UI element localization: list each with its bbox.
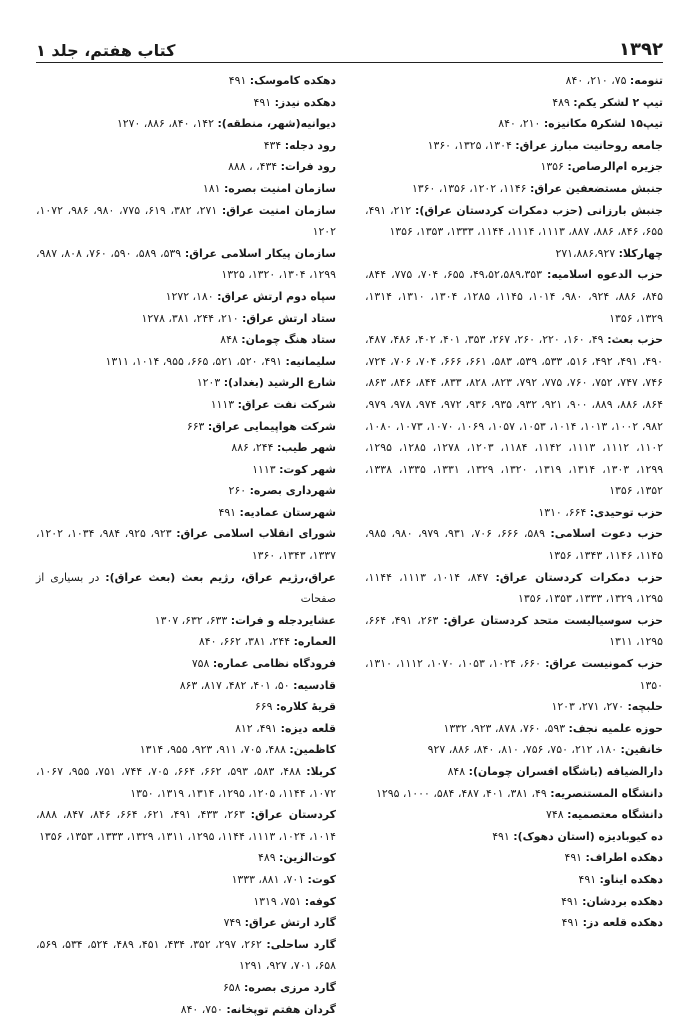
index-term: دهکده بردشان: [582, 894, 663, 908]
index-term: حزب توحیدی: [589, 505, 663, 519]
index-entry [36, 934, 336, 977]
index-term: گردان هفتم توپخانه: [226, 1002, 336, 1016]
index-entry [36, 610, 336, 632]
index-pages: ۴۹۱ [253, 95, 272, 109]
book-title: کتاب هفتم، جلد ۱ [36, 41, 176, 60]
index-pages: ۱۱۱۳ [252, 462, 276, 476]
index-pages: ۲۱۰، ۲۴۴، ۳۸۱، ۱۲۷۸ [141, 311, 239, 325]
index-pages: ۷۰۱، ۸۸۱، ۱۳۳۳ [231, 872, 305, 886]
index-entry [36, 739, 336, 761]
index-term: کوت‌الزین: [279, 851, 336, 865]
index-pages: ۲۶۳، ۴۹۱، ۶۶۴، ۱۲۹۵، ۱۳۱۱ [365, 613, 663, 649]
index-entry [365, 912, 663, 934]
index-entry [36, 243, 336, 286]
index-term: حوزه علمیه نجف: [568, 721, 663, 735]
index-entry [36, 156, 336, 178]
index-columns [36, 70, 664, 1016]
index-term: حزب الدعوه اسلامیه: [547, 268, 663, 282]
index-pages: ۴۹، ۳۸۱، ۴۰۱، ۴۸۷، ۵۸۴، ۱۰۰۰، ۱۲۹۵ [376, 786, 547, 800]
index-entry [365, 826, 663, 848]
index-entry [365, 70, 663, 92]
index-entry [365, 761, 663, 783]
index-entry [36, 869, 336, 891]
index-term: گارد ساحلی: [266, 937, 336, 951]
index-entry [36, 416, 336, 438]
index-pages: ۶۶۹ [254, 700, 273, 714]
index-entry [365, 329, 663, 502]
index-pages: ۶۳۳، ۶۳۲، ۱۳۰۷ [154, 613, 228, 627]
index-pages: ۸۴۷، ۱۰۱۴، ۱۱۱۳، ۱۱۴۴، ۱۲۹۵، ۱۳۲۹، ۱۳۳۳، ۱۳۵۳، ۱۳۵۶ [365, 570, 663, 606]
index-pages: ۴۹۱، ۵۲۰، ۵۲۱، ۶۶۵، ۹۵۵، ۱۰۱۴، ۱۳۱۱ [105, 354, 283, 368]
index-term: دانشگاه المستنصریه: [550, 786, 663, 800]
index-entry [365, 739, 663, 761]
index-pages: ۵۳۹، ۵۸۹، ۵۹۰، ۷۶۰، ۸۰۸، ۹۸۷، ۱۲۹۹، ۱۳۰۴، ۱۳۲۰، ۱۳۲۵ [36, 246, 336, 282]
index-pages: ۸۴۸ [220, 333, 238, 347]
page-header [36, 32, 663, 60]
index-pages: ۴۹،۵۲،۵۸۹،۳۵۳، ۶۵۵، ۷۰۴، ۷۷۵، ۸۴۴، ۸۴۵، ۸۸۶، ۹۲۴، ۹۸۰، ۱۰۱۴، ۱۱۴۵، ۱۲۸۵، ۱۳۰۴، ۱۳۱۰، ۱۳۱۴، ۱۳۲۹، ۱۳۵۶ [365, 268, 664, 325]
index-entry [36, 675, 336, 697]
index-pages: ۷۵۱، ۱۳۱۹ [253, 894, 302, 908]
index-pages: ۲۷۱،۸۸۶،۹۲۷ [555, 246, 616, 260]
index-entry [36, 502, 336, 524]
index-pages: ۴۹، ۱۶۰، ۲۲۰، ۲۶۰، ۲۶۷، ۳۵۳، ۴۰۱، ۴۰۲، ۴۸۶، ۴۸۷، ۴۹۰، ۴۹۱، ۴۹۲، ۵۱۶، ۵۳۳، ۵۳۹، ۵۸۳، ۶۶۱، ۶۶۶، ۷۰۴، ۷۰۶، ۷۲۴، ۷۴۶، ۷۴۷، ۷۵۲، ۷۶۰، ۷۷۵، ۷۹۲، ۸۲۳، ۸۲۸، ۸۳۳، ۸۴۴، ۸۴۶، ۸۶۳، ۸۶۴، ۸۸۶، ۸۸۹، ۹۰۰، ۹۲۱، ۹۳۲، ۹۳۵، ۹۳۶، ۹۷۲، ۹۷۴، ۹۷۸، ۹۷۹، ۹۸۲، ۱۰۰۲، ۱۰۱۳، ۱۰۱۴، ۱۰۵۳، ۱۰۵۷، ۱۰۶۹، ۱۰۷۰، ۱۰۷۳، ۱۰۸۰، ۱۱۰۲، ۱۱۱۲، ۱۱۱۳، ۱۱۴۲، ۱۱۸۴، ۱۲۰۳، ۱۲۷۸، ۱۲۸۵، ۱۲۹۵، ۱۲۹۹، ۱۳۰۳، ۱۳۱۴، ۱۳۱۹، ۱۳۲۰، ۱۳۲۹، ۱۳۳۱، ۱۳۳۵، ۱۳۳۸، ۱۳۵۲، ۱۳۵۶ [365, 333, 664, 498]
index-pages: ۹۲۳، ۹۲۵، ۹۸۴، ۱۰۳۴، ۱۲۰۲، ۱۳۳۷، ۱۳۴۳، ۱۳۶۰ [36, 527, 336, 563]
index-term: کوت: [307, 872, 336, 886]
index-pages: ۴۳۴، ، ۸۸۸ [228, 160, 278, 174]
index-term: خانقین: [620, 743, 663, 757]
index-entry [36, 696, 336, 718]
index-term: عراق،رژیم عراق، رژیم بعث (بعث عراق): [105, 570, 336, 584]
index-term: شرکت نفت عراق: [237, 397, 336, 411]
index-entry [365, 891, 663, 913]
index-column-right [365, 70, 663, 958]
index-pages: ۷۵۰، ۸۴۰ [180, 1002, 223, 1016]
index-term: ستاد هنگ چومان: [241, 333, 336, 347]
index-pages: ۲۶۳، ۴۳۳، ۴۹۱، ۶۲۱، ۶۶۴، ۸۴۶، ۸۴۷، ۸۸۸، ۱۰۱۴، ۱۰۲۴، ۱۱۱۳، ۱۱۴۴، ۱۲۹۵، ۱۳۱۱، ۱۳۲۹، ۱۳۳۳، ۱۳۵۳، ۱۳۵۶ [36, 808, 336, 843]
index-term: ده کیوبادیزه (استان دهوک): [513, 829, 663, 843]
index-term: قریهٔ کلاره: [275, 700, 336, 714]
index-pages: ۴۸۸، ۵۸۳، ۵۹۳، ۶۶۲، ۶۶۴، ۷۰۵، ۷۴۴، ۷۵۱، ۹۵۵، ۱۰۶۷، ۱۰۷۲، ۱۱۴۴، ۱۲۰۵، ۱۲۹۵، ۱۳۱۴، ۱۳۱۹، ۱۳۵۰ [36, 765, 336, 800]
index-entry [36, 891, 336, 913]
index-term: حزب کمونیست عراق: [545, 657, 664, 671]
index-term: کربلا: [306, 765, 337, 778]
index-pages: ۱۸۱ [202, 181, 221, 195]
index-entry [365, 200, 663, 243]
index-entry [365, 783, 663, 805]
index-entry [36, 523, 336, 566]
index-entry [365, 804, 663, 826]
index-term: گارد ارتش عراق: [244, 916, 336, 930]
index-term: دهکده ایناو: [599, 872, 663, 886]
index-term: کاظمین: [289, 743, 336, 757]
index-term: ستاد ارتش عراق: [242, 311, 336, 325]
index-entry [365, 92, 663, 114]
index-pages: ۴۸۸، ۷۰۵، ۹۱۱، ۹۲۳، ۹۵۵، ۱۳۱۴ [139, 743, 286, 757]
index-term: حزب بعث: [607, 333, 664, 347]
index-term: شورای انقلاب اسلامی عراق: [176, 527, 336, 541]
index-entry [36, 567, 336, 610]
index-pages: ۱۳۰۴، ۱۳۲۵، ۱۳۶۰ [427, 138, 512, 152]
index-entry [36, 70, 336, 92]
index-term: جنبش بارزانی (حزب دمکرات کردستان عراق): [415, 203, 663, 217]
index-pages: ۲۱۰، ۸۴۰ [498, 117, 541, 131]
index-entry [36, 351, 336, 373]
index-term: کردستان عراق: [250, 808, 336, 822]
index-pages: ۲۷۰، ۲۷۱، ۱۲۰۳ [551, 700, 624, 714]
index-term: دانشگاه معتصمیه: [567, 808, 663, 822]
index-term: دهکده قلعه دز: [582, 916, 663, 930]
index-entry [36, 113, 336, 135]
index-term: فرودگاه نظامی عماره: [212, 657, 336, 671]
index-term: العماره: [293, 635, 336, 649]
index-pages: ۴۹۱ [492, 829, 510, 843]
index-entry [36, 847, 336, 869]
index-pages: ۱۴۲، ۸۴۰، ۸۸۶، ۱۲۷۰ [116, 117, 214, 131]
index-pages: ۲۶۲، ۲۹۷، ۳۵۲، ۴۳۴، ۴۵۱، ۴۸۹، ۵۲۴، ۵۳۴، ۵۶۹، ۶۵۸، ۷۰۱، ۹۲۷، ۱۲۹۱ [36, 937, 336, 973]
index-term: دهکده اطراف: [585, 851, 663, 865]
index-pages: در بسیاری از صفحات [36, 570, 336, 606]
index-pages: ۱۸۰، ۱۲۷۲ [165, 289, 214, 303]
index-pages: ۴۹۱ [564, 851, 583, 865]
index-term: تیپ ۲ لشکر یکم: [573, 95, 663, 109]
index-term: شهر کوت: [279, 462, 336, 476]
index-term: دارالضیافه (باشگاه افسران چومان): [468, 765, 663, 778]
index-entry [36, 912, 336, 934]
index-term: حزب سوسیالیست متحد کردستان عراق: [443, 613, 663, 627]
index-term: شارع الرشید (بغداد): [223, 376, 336, 390]
index-pages: ۱۲۰۳ [196, 376, 221, 390]
header-divider [36, 62, 663, 63]
page-number: ۱۳۹۲ [619, 39, 663, 60]
index-entry [36, 178, 336, 200]
index-pages: ۴۹۱ [228, 74, 247, 87]
index-entry [365, 156, 663, 178]
index-pages: ۴۳۴ [263, 138, 282, 152]
index-pages: ۶۶۳ [186, 419, 205, 433]
index-entry [36, 653, 336, 675]
index-entry [365, 869, 663, 891]
index-entry [36, 631, 336, 653]
index-term: تنومه: [629, 74, 663, 87]
index-pages: ۴۹۱ [578, 872, 597, 886]
index-entry [36, 286, 336, 308]
index-entry [365, 847, 663, 869]
index-pages: ۶۵۸ [222, 980, 241, 994]
index-entry [365, 610, 663, 653]
index-pages: ۵۹۳، ۷۶۰، ۸۷۸، ۹۲۳، ۱۳۳۲ [443, 721, 566, 735]
index-pages: ۵۰، ۴۰۱، ۴۸۲، ۸۱۷، ۸۶۳ [179, 678, 290, 692]
index-term: چهارکلا: [618, 246, 663, 260]
index-pages: ۷۵۸ [191, 657, 210, 671]
index-entry [36, 718, 336, 740]
index-entry [36, 200, 336, 243]
index-entry [365, 178, 663, 200]
index-pages: ۲۴۴، ۳۸۱، ۶۶۲، ۸۴۰ [198, 635, 291, 649]
index-entry [365, 113, 663, 135]
index-entry [36, 999, 336, 1020]
index-term: کوفه: [304, 894, 336, 908]
index-term: تیپ۱۵ لشکر۵ مکانیزه: [543, 117, 663, 131]
index-pages: ۲۶۰ [228, 484, 247, 498]
index-entry [365, 718, 663, 740]
index-pages: ۲۴۴، ۸۸۶ [231, 441, 274, 455]
index-pages: ۴۹۱ [218, 505, 237, 519]
index-pages: ۷۵، ۲۱۰، ۸۴۰ [565, 74, 627, 87]
index-term: عشایردجله و فرات: [230, 613, 336, 627]
index-pages: ۱۱۴۶، ۱۲۰۲، ۱۳۵۶، ۱۳۶۰ [411, 181, 527, 195]
index-pages: ۲۱۲، ۴۹۱، ۶۵۵، ۸۴۶، ۸۸۶، ۸۸۷، ۱۱۱۳، ۱۱۱۴، ۱۱۴۴، ۱۳۳۳، ۱۳۵۳، ۱۳۵۶ [365, 203, 663, 239]
index-entry [36, 804, 336, 847]
index-term: دهکده کاموسک: [249, 74, 336, 87]
index-entry [365, 567, 663, 610]
index-term: حزب دمکرات کردستان عراق: [495, 570, 663, 584]
index-entry [36, 437, 336, 459]
index-pages: ۴۹۱ [561, 894, 579, 908]
index-term: رود دجله: [284, 138, 336, 152]
index-entry [36, 308, 336, 330]
index-pages: ۶۶۰، ۱۰۲۴، ۱۰۵۳، ۱۰۷۰، ۱۱۱۲، ۱۳۱۰، ۱۳۵۰ [365, 657, 663, 692]
index-term: گارد مرزی بصره: [243, 980, 336, 994]
index-term: شهرستان عمادیه: [239, 505, 336, 519]
index-entry [365, 696, 663, 718]
index-term: شهرداری بصره: [249, 484, 336, 498]
index-entry [36, 459, 336, 481]
index-pages: ۴۹۱ [561, 916, 580, 930]
index-pages: ۴۹۱، ۸۱۲ [235, 721, 278, 735]
index-term: شرکت هواپیمایی عراق: [207, 419, 336, 433]
index-term: سازمان پیکار اسلامی عراق: [184, 246, 336, 260]
index-entry [365, 653, 663, 696]
index-entry [36, 135, 336, 157]
index-term: جنبش مستضعفین عراق: [530, 181, 663, 195]
index-pages: ۶۶۴، ۱۳۱۰ [538, 505, 587, 519]
index-entry [36, 372, 336, 394]
index-entry [365, 264, 663, 329]
index-pages: ۴۸۹ [552, 95, 570, 109]
index-pages: ۷۴۸ [546, 808, 564, 822]
index-entry [36, 394, 336, 416]
index-pages: ۸۴۸ [447, 765, 466, 778]
index-entry [36, 977, 336, 999]
index-term: حلبچه: [627, 700, 663, 714]
index-entry [365, 135, 663, 157]
index-entry [365, 523, 663, 566]
index-pages: ۴۸۹ [258, 851, 276, 865]
index-entry [365, 243, 663, 265]
index-term: سپاه دوم ارتش عراق: [217, 289, 336, 303]
index-entry [365, 502, 663, 524]
index-pages: ۲۷۱، ۳۸۲، ۶۱۹، ۷۷۵، ۹۸۰، ۹۸۶، ۱۰۷۲، ۱۲۰۲ [36, 203, 336, 239]
index-term: جامعه روحانیت مبارز عراق: [515, 138, 663, 152]
index-term: دیوانیه(شهر، منطقه): [217, 117, 336, 131]
index-term: سلیمانیه: [285, 354, 336, 368]
index-pages: ۱۳۵۶ [540, 160, 564, 174]
index-column-left [36, 70, 337, 1016]
index-term: رود فرات: [280, 160, 336, 174]
index-term: دهکده نیدز: [274, 95, 336, 109]
index-entry [36, 92, 336, 114]
index-pages: ۵۸۹، ۶۶۶، ۷۰۶، ۹۳۱، ۹۷۹، ۹۸۰، ۹۸۵، ۱۱۴۵، ۱۱۴۶، ۱۳۴۳، ۱۳۵۶ [365, 527, 663, 563]
index-term: سازمان امنیت عراق: [221, 203, 336, 217]
index-pages: ۱۱۱۳ [210, 397, 235, 411]
index-pages: ۱۸۰، ۲۱۲، ۷۵۰، ۷۵۶، ۸۱۰، ۸۴۰، ۸۸۶، ۹۲۷ [427, 743, 618, 757]
index-entry [36, 761, 336, 804]
index-term: سازمان امنیت بصره: [223, 181, 336, 195]
index-term: حزب دعوت اسلامی: [550, 527, 664, 541]
index-entry [36, 329, 336, 351]
index-entry [36, 480, 336, 502]
index-term: جزیره ام‌الرصاص: [567, 160, 663, 174]
index-term: قادسیه: [293, 678, 336, 692]
index-term: قلعه دیزه: [280, 721, 336, 735]
index-pages: ۷۴۹ [223, 916, 242, 930]
index-term: شهر طیب: [276, 441, 336, 455]
